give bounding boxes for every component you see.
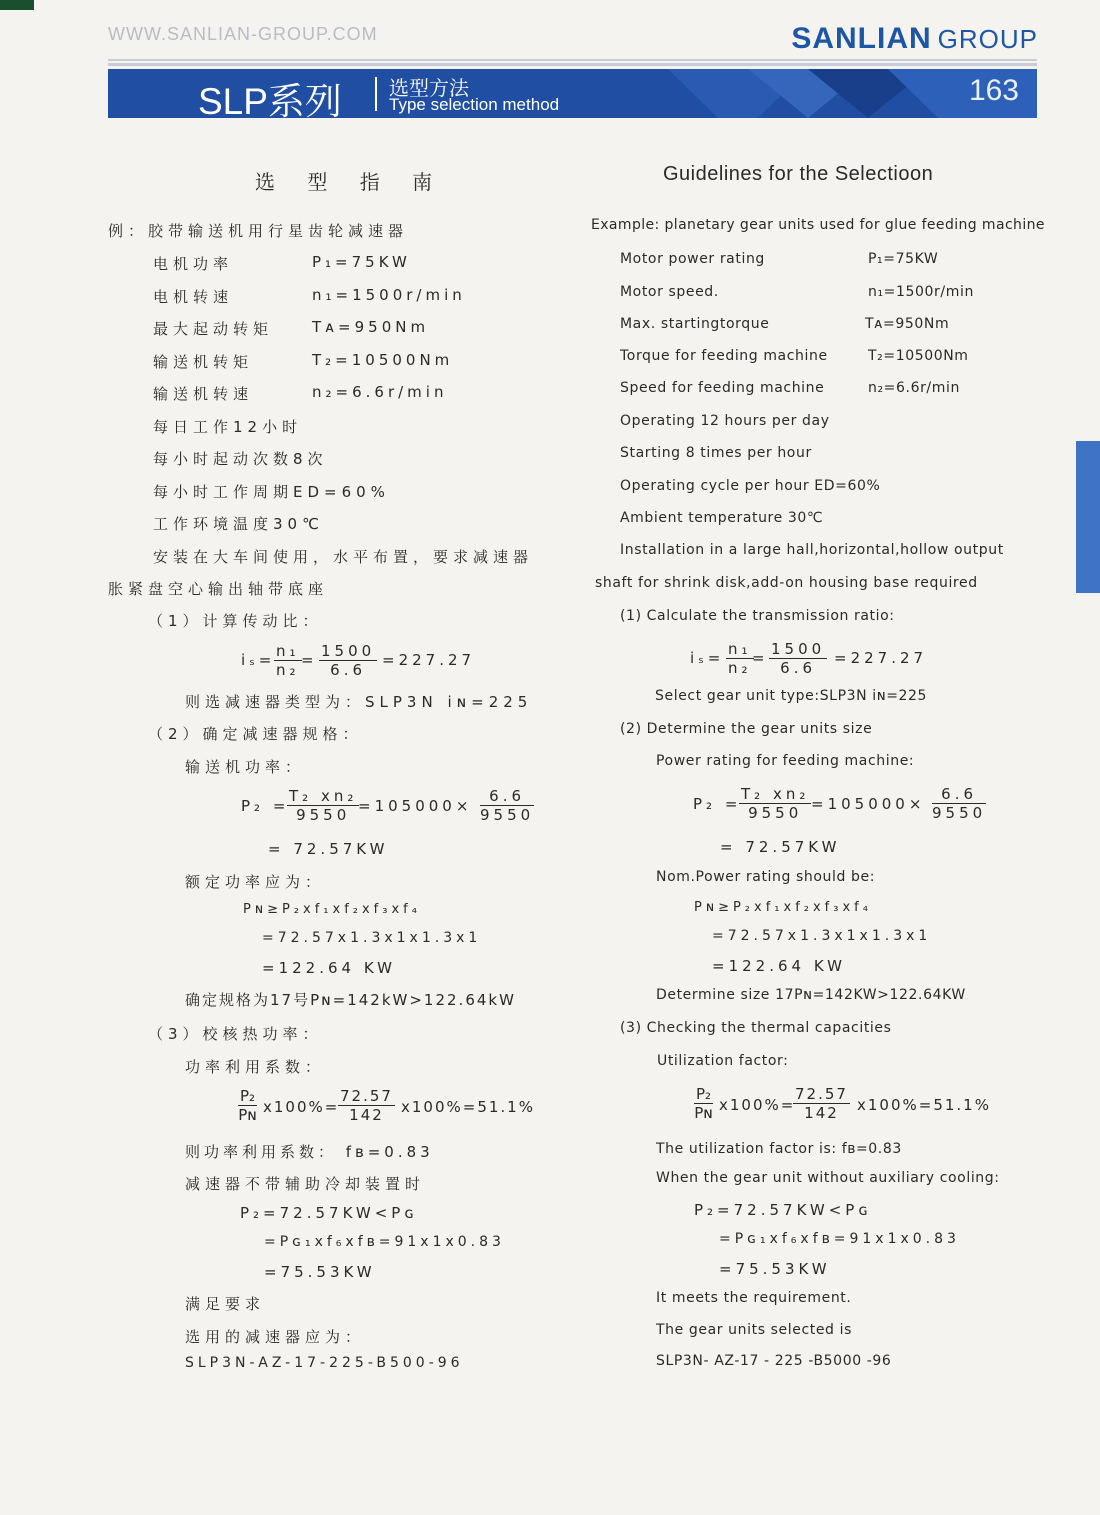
banner-divider — [375, 77, 377, 111]
right-condition: Operating cycle per hour ED=60% — [620, 478, 881, 494]
right-s3-eq-3: =75.53KW — [719, 1260, 831, 1278]
left-s2-result: = 72.57KW — [268, 840, 389, 858]
right-s3-num: 72.57 — [795, 1085, 848, 1103]
right-s2-formula-3: =122.64 KW — [712, 957, 846, 975]
left-condition: 每日工作12小时 — [153, 418, 303, 436]
banner-title-en: Type selection method — [389, 95, 560, 114]
left-s3-frac-v — [338, 1088, 395, 1125]
right-s1-is: iₛ= — [690, 649, 725, 667]
right-s3-eq-1: P₂=72.57KW<Pɢ — [694, 1201, 872, 1219]
left-condition: 每小时起动次数8次 — [153, 450, 328, 468]
banner-title-zh: 选型方法 — [389, 76, 469, 100]
right-s2-size: Determine size 17Pɴ=142KW>122.64KW — [656, 987, 966, 1003]
right-s1-n1: n₁ — [728, 640, 752, 658]
left-s1-num: 1500 — [321, 642, 376, 660]
left-s2-formula-3: =122.64 KW — [262, 959, 396, 977]
right-s3-util: Utilization factor: — [657, 1053, 789, 1069]
left-param-value: n₁=1500r/min — [312, 286, 466, 304]
right-s3-pn: Pɴ — [694, 1104, 713, 1122]
right-s1-num: 1500 — [771, 640, 826, 658]
left-s3-fb: 则功率利用系数： fʙ=0.83 — [185, 1143, 434, 1161]
right-param-label: Speed for feeding machine — [620, 380, 825, 396]
right-s3-den: 142 — [804, 1104, 839, 1122]
right-s1-eq: = — [752, 649, 769, 667]
left-s2-size: 确定规格为17号Pɴ=142kW>122.64kW — [185, 991, 516, 1009]
header-rule-2 — [108, 63, 1037, 66]
left-s2-title: （2）确定减速器规格： — [148, 725, 363, 743]
right-install-1: Installation in a large hall,horizontal,hollow output — [620, 542, 1004, 558]
left-param-value: T₂=10500Nm — [312, 351, 454, 369]
right-s3-meet: It meets the requirement. — [656, 1290, 852, 1306]
left-s3-eq-3: =75.53KW — [264, 1263, 376, 1281]
left-s2-66: 6.6 — [480, 788, 534, 806]
right-param-value: T₂=10500Nm — [868, 348, 969, 364]
left-s3-eq-1: P₂=72.57KW<Pɢ — [240, 1204, 418, 1222]
page-number: 163 — [968, 74, 1019, 107]
right-s1-title: (1) Calculate the transmission ratio: — [620, 608, 895, 624]
right-param-value: P₁=75KW — [868, 251, 939, 267]
right-s1-frac-n — [726, 641, 754, 678]
brand-main: SANLIAN — [791, 22, 932, 55]
left-title: 选 型 指 南 — [255, 170, 446, 194]
left-install-2: 胀紧盘空心输出轴带底座 — [108, 580, 329, 598]
right-s2-66: 6.6 — [932, 786, 986, 804]
right-example: Example: planetary gear units used for glue feeding machine — [591, 217, 1045, 233]
left-param-label: 电机功率 — [153, 255, 234, 273]
right-s3-eq-2: =Pɢ₁xf₆xfʙ=91x1x0.83 — [719, 1231, 960, 1247]
right-s2-t2n2: T₂ xn₂ — [741, 785, 810, 803]
left-param-label: 输送机转速 — [153, 385, 254, 403]
right-s1-n2: n₂ — [728, 659, 752, 677]
left-s2-9550b: 9550 — [480, 806, 535, 824]
right-param-value: n₁=1500r/min — [868, 284, 974, 300]
left-s1-is: iₛ= — [241, 651, 276, 669]
left-example: 例：胶带输送机用行星齿轮减速器 — [108, 222, 409, 240]
site-url: WWW.SANLIAN-GROUP.COM — [108, 24, 378, 44]
right-s3-model: SLP3N- AZ-17 - 225 -B5000 -96 — [656, 1353, 892, 1369]
left-s3-num: 72.57 — [340, 1087, 393, 1105]
left-param-label: 电机转速 — [153, 288, 234, 306]
left-s3-mul: x100%= — [263, 1098, 340, 1116]
right-s1-frac — [769, 641, 827, 678]
left-s2-power: 输送机功率： — [185, 758, 306, 776]
left-s2-frac-1 — [287, 788, 359, 825]
left-s1-result: =227.27 — [382, 651, 476, 669]
side-tab — [1076, 441, 1100, 593]
right-title: Guidelines for the Selectioon — [663, 163, 934, 185]
header-rule — [108, 59, 1037, 61]
left-install-1: 安装在大车间使用，水平布置，要求减速器 — [153, 548, 534, 566]
left-s3-eq-2: =Pɢ₁xf₆xfʙ=91x1x0.83 — [264, 1234, 505, 1250]
left-s2-t2n2: T₂ xn₂ — [289, 787, 358, 805]
left-s3-result: x100%=51.1% — [401, 1098, 535, 1116]
brand-logo — [791, 22, 1038, 56]
left-s2-rated: 额定功率应为： — [185, 873, 326, 891]
right-param-value: Tᴀ=950Nm — [865, 316, 950, 332]
right-s3-fb: The utilization factor is: fʙ=0.83 — [656, 1141, 902, 1157]
right-s3-result: x100%=51.1% — [857, 1096, 991, 1114]
left-s1-n1: n₁ — [276, 642, 300, 660]
left-s2-p2: P₂ = — [241, 797, 290, 815]
left-s1-den: 6.6 — [330, 661, 367, 679]
left-s3-util: 功率利用系数： — [185, 1058, 326, 1076]
right-s3-mul: x100%= — [719, 1096, 796, 1114]
left-param-label: 输送机转矩 — [153, 353, 254, 371]
right-s2-formula-1: Pɴ≥P₂xf₁xf₂xf₃xf₄ — [694, 900, 872, 915]
right-s2-power: Power rating for feeding machine: — [656, 753, 915, 769]
right-s3-selected: The gear units selected is — [656, 1322, 852, 1338]
left-s1-frac — [319, 643, 377, 680]
left-param-label: 最大起动转矩 — [153, 320, 274, 338]
left-s1-eq: = — [301, 651, 318, 669]
left-s3-frac-p — [238, 1088, 257, 1125]
left-s3-cooling: 减速器不带辅助冷却装置时 — [185, 1175, 426, 1193]
left-param-value: n₂=6.6r/min — [312, 383, 448, 401]
right-param-value: n₂=6.6r/min — [868, 380, 960, 396]
right-condition: Starting 8 times per hour — [620, 445, 812, 461]
left-condition: 工作环境温度30℃ — [153, 515, 324, 533]
right-s2-formula-2: =72.57x1.3x1x1.3x1 — [712, 928, 932, 944]
left-condition: 每小时工作周期ED=60% — [153, 483, 390, 501]
right-s2-mid: =105000× — [811, 795, 926, 813]
left-s3-title: （3）校核热功率： — [148, 1025, 323, 1043]
right-s2-rated: Nom.Power rating should be: — [656, 869, 876, 885]
series-name: SLP系列 — [198, 81, 342, 118]
right-s3-frac-v — [793, 1086, 850, 1123]
right-s2-9550b: 9550 — [932, 804, 987, 822]
left-s1-frac-n — [274, 643, 302, 680]
left-s3-p2: P₂ — [240, 1087, 256, 1105]
right-s3-title: (3) Checking the thermal capacities — [620, 1020, 892, 1036]
right-s2-9550a: 9550 — [748, 804, 803, 822]
left-s2-9550a: 9550 — [296, 806, 351, 824]
left-s2-frac-2 — [480, 788, 534, 825]
right-s3-p2: P₂ — [696, 1085, 712, 1103]
right-condition: Ambient temperature 30℃ — [620, 510, 824, 526]
brand-sub: GROUP — [937, 24, 1038, 54]
right-param-label: Max. startingtorque — [620, 316, 770, 332]
right-param-label: Torque for feeding machine — [620, 348, 828, 364]
left-s1-select: 则选减速器类型为：SLP3N iɴ=225 — [185, 693, 533, 711]
title-banner — [108, 69, 1037, 118]
left-s1-title: （1）计算传动比： — [148, 612, 323, 630]
left-s2-mid: =105000× — [358, 797, 473, 815]
left-s1-n2: n₂ — [276, 661, 300, 679]
left-s3-selected: 选用的减速器应为： — [185, 1328, 366, 1346]
left-param-value: Tᴀ=950Nm — [312, 318, 430, 336]
right-s1-select: Select gear unit type:SLP3N iɴ=225 — [655, 688, 928, 704]
right-s1-den: 6.6 — [780, 659, 817, 677]
right-s2-frac-1 — [739, 786, 811, 823]
right-s2-frac-2 — [932, 786, 986, 823]
right-condition: Operating 12 hours per day — [620, 413, 830, 429]
page-edge-mark — [0, 0, 34, 10]
left-s3-pn: Pɴ — [238, 1106, 257, 1124]
left-s3-model: SLP3N-AZ-17-225-B500-96 — [185, 1355, 464, 1371]
left-s2-formula-2: =72.57x1.3x1x1.3x1 — [262, 930, 482, 946]
right-s1-result: =227.27 — [834, 649, 928, 667]
right-param-label: Motor speed. — [620, 284, 719, 300]
left-s3-den: 142 — [349, 1106, 384, 1124]
right-install-2: shaft for shrink disk,add-on housing base required — [595, 575, 978, 591]
right-s2-p2: P₂ = — [693, 795, 742, 813]
left-param-value: P₁=75KW — [312, 253, 411, 271]
right-s3-cooling: When the gear unit without auxiliary cooling: — [656, 1170, 1000, 1186]
right-s2-title: (2) Determine the gear units size — [620, 721, 873, 737]
right-s2-result: = 72.57KW — [720, 838, 841, 856]
left-s3-meet: 满足要求 — [185, 1295, 266, 1313]
right-param-label: Motor power rating — [620, 251, 765, 267]
right-s3-frac-p — [694, 1086, 713, 1123]
left-s2-formula-1: Pɴ≥P₂xf₁xf₂xf₃xf₄ — [243, 902, 421, 917]
